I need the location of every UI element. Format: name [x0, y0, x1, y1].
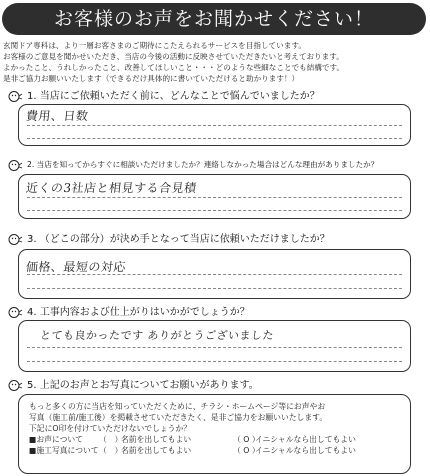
face-icon — [8, 306, 24, 319]
page-title: お客様のお声をお聞かせください！ — [2, 3, 426, 35]
intro-line: お客様のご意見を聞かせいただき、当店の今後の活動に反映させていただきたいと考えております。 — [3, 52, 344, 61]
option-name: 名前を出してもよい — [121, 435, 192, 444]
answer-line — [27, 138, 402, 139]
answer-line — [27, 361, 402, 362]
consent-item: ■お声について — [29, 435, 83, 444]
consent-line: 下記にO印を付けていただけないでしょうか？ — [29, 424, 192, 433]
checkbox-name[interactable]: （ ） — [99, 446, 123, 455]
intro-line: よかったこと、うれしかったこと、改善してほしいこと・・・どのような些細なことでも結構です。 — [3, 63, 345, 72]
question-2-label: 2. 当店を知ってからすぐに相談いただけましたか？連絡しなかった場合はどんな理由がありましたか？ — [27, 160, 379, 169]
intro-line: 玄関ドア専科は、より一層お客さまのご期待にこたえられるサービスを目指しています。 — [3, 41, 306, 50]
option-initial: イニシャルなら出してもよい — [255, 435, 356, 444]
question-4 — [8, 305, 250, 321]
consent-row-voice — [29, 434, 400, 445]
intro-line: 是非ご協力お願いいたします（できるだけ具体的に書いていただけると助かります！） — [3, 74, 300, 83]
answer-line — [27, 125, 402, 126]
question-3 — [8, 232, 330, 248]
answer-2: 近くの3社店と相見する合見積 — [25, 181, 198, 195]
checkbox-initial[interactable]: （ O ） — [233, 446, 260, 455]
consent-line: 写真（施工前/施工後）を掲載させていただきたく、是非ご協力をお願いいたします。 — [29, 413, 328, 422]
question-2 — [8, 157, 378, 173]
question-4-label: 4. 工事内容および仕上がりはいかがでしょうか？ — [27, 307, 250, 318]
answer-line — [27, 210, 402, 211]
question-1 — [8, 89, 320, 105]
answer-line — [27, 197, 402, 198]
question-5-label: 5. 上記のお声とお写真についてお願いがあります。 — [27, 380, 259, 391]
answer-1: 費用、日数 — [25, 109, 90, 123]
consent-row-photo — [29, 445, 400, 456]
photo-consent-box — [18, 394, 411, 474]
intro-text — [3, 40, 427, 84]
face-icon — [8, 159, 24, 172]
answer-line — [27, 347, 402, 348]
face-icon — [8, 379, 24, 392]
question-1-label: 1. 当店にご依頼いただく前に、どんなことで悩んでいましたか？ — [27, 91, 320, 102]
question-5 — [8, 378, 259, 394]
face-icon — [8, 90, 24, 103]
consent-item: ■施工写真について — [29, 446, 99, 455]
answer-3: 価格、最短の対応 — [25, 260, 127, 274]
answer-4: とても良かったです ありがとうございました — [39, 329, 275, 342]
checkbox-name[interactable]: （ ） — [99, 435, 123, 444]
checkbox-initial[interactable]: （ O ） — [233, 435, 260, 444]
answer-line — [27, 288, 402, 289]
consent-line: もっと多くの方に当店を知っていただくために、チラシ・ホームページ等にお声やお — [29, 402, 326, 411]
option-name: 名前を出してもよい — [121, 446, 192, 455]
option-initial: イニシャルなら出してもよい — [255, 446, 356, 455]
face-icon — [8, 233, 24, 246]
question-3-label: 3. （どこの部分）が決め手となって当店に依頼いただけましたか？ — [27, 234, 330, 245]
